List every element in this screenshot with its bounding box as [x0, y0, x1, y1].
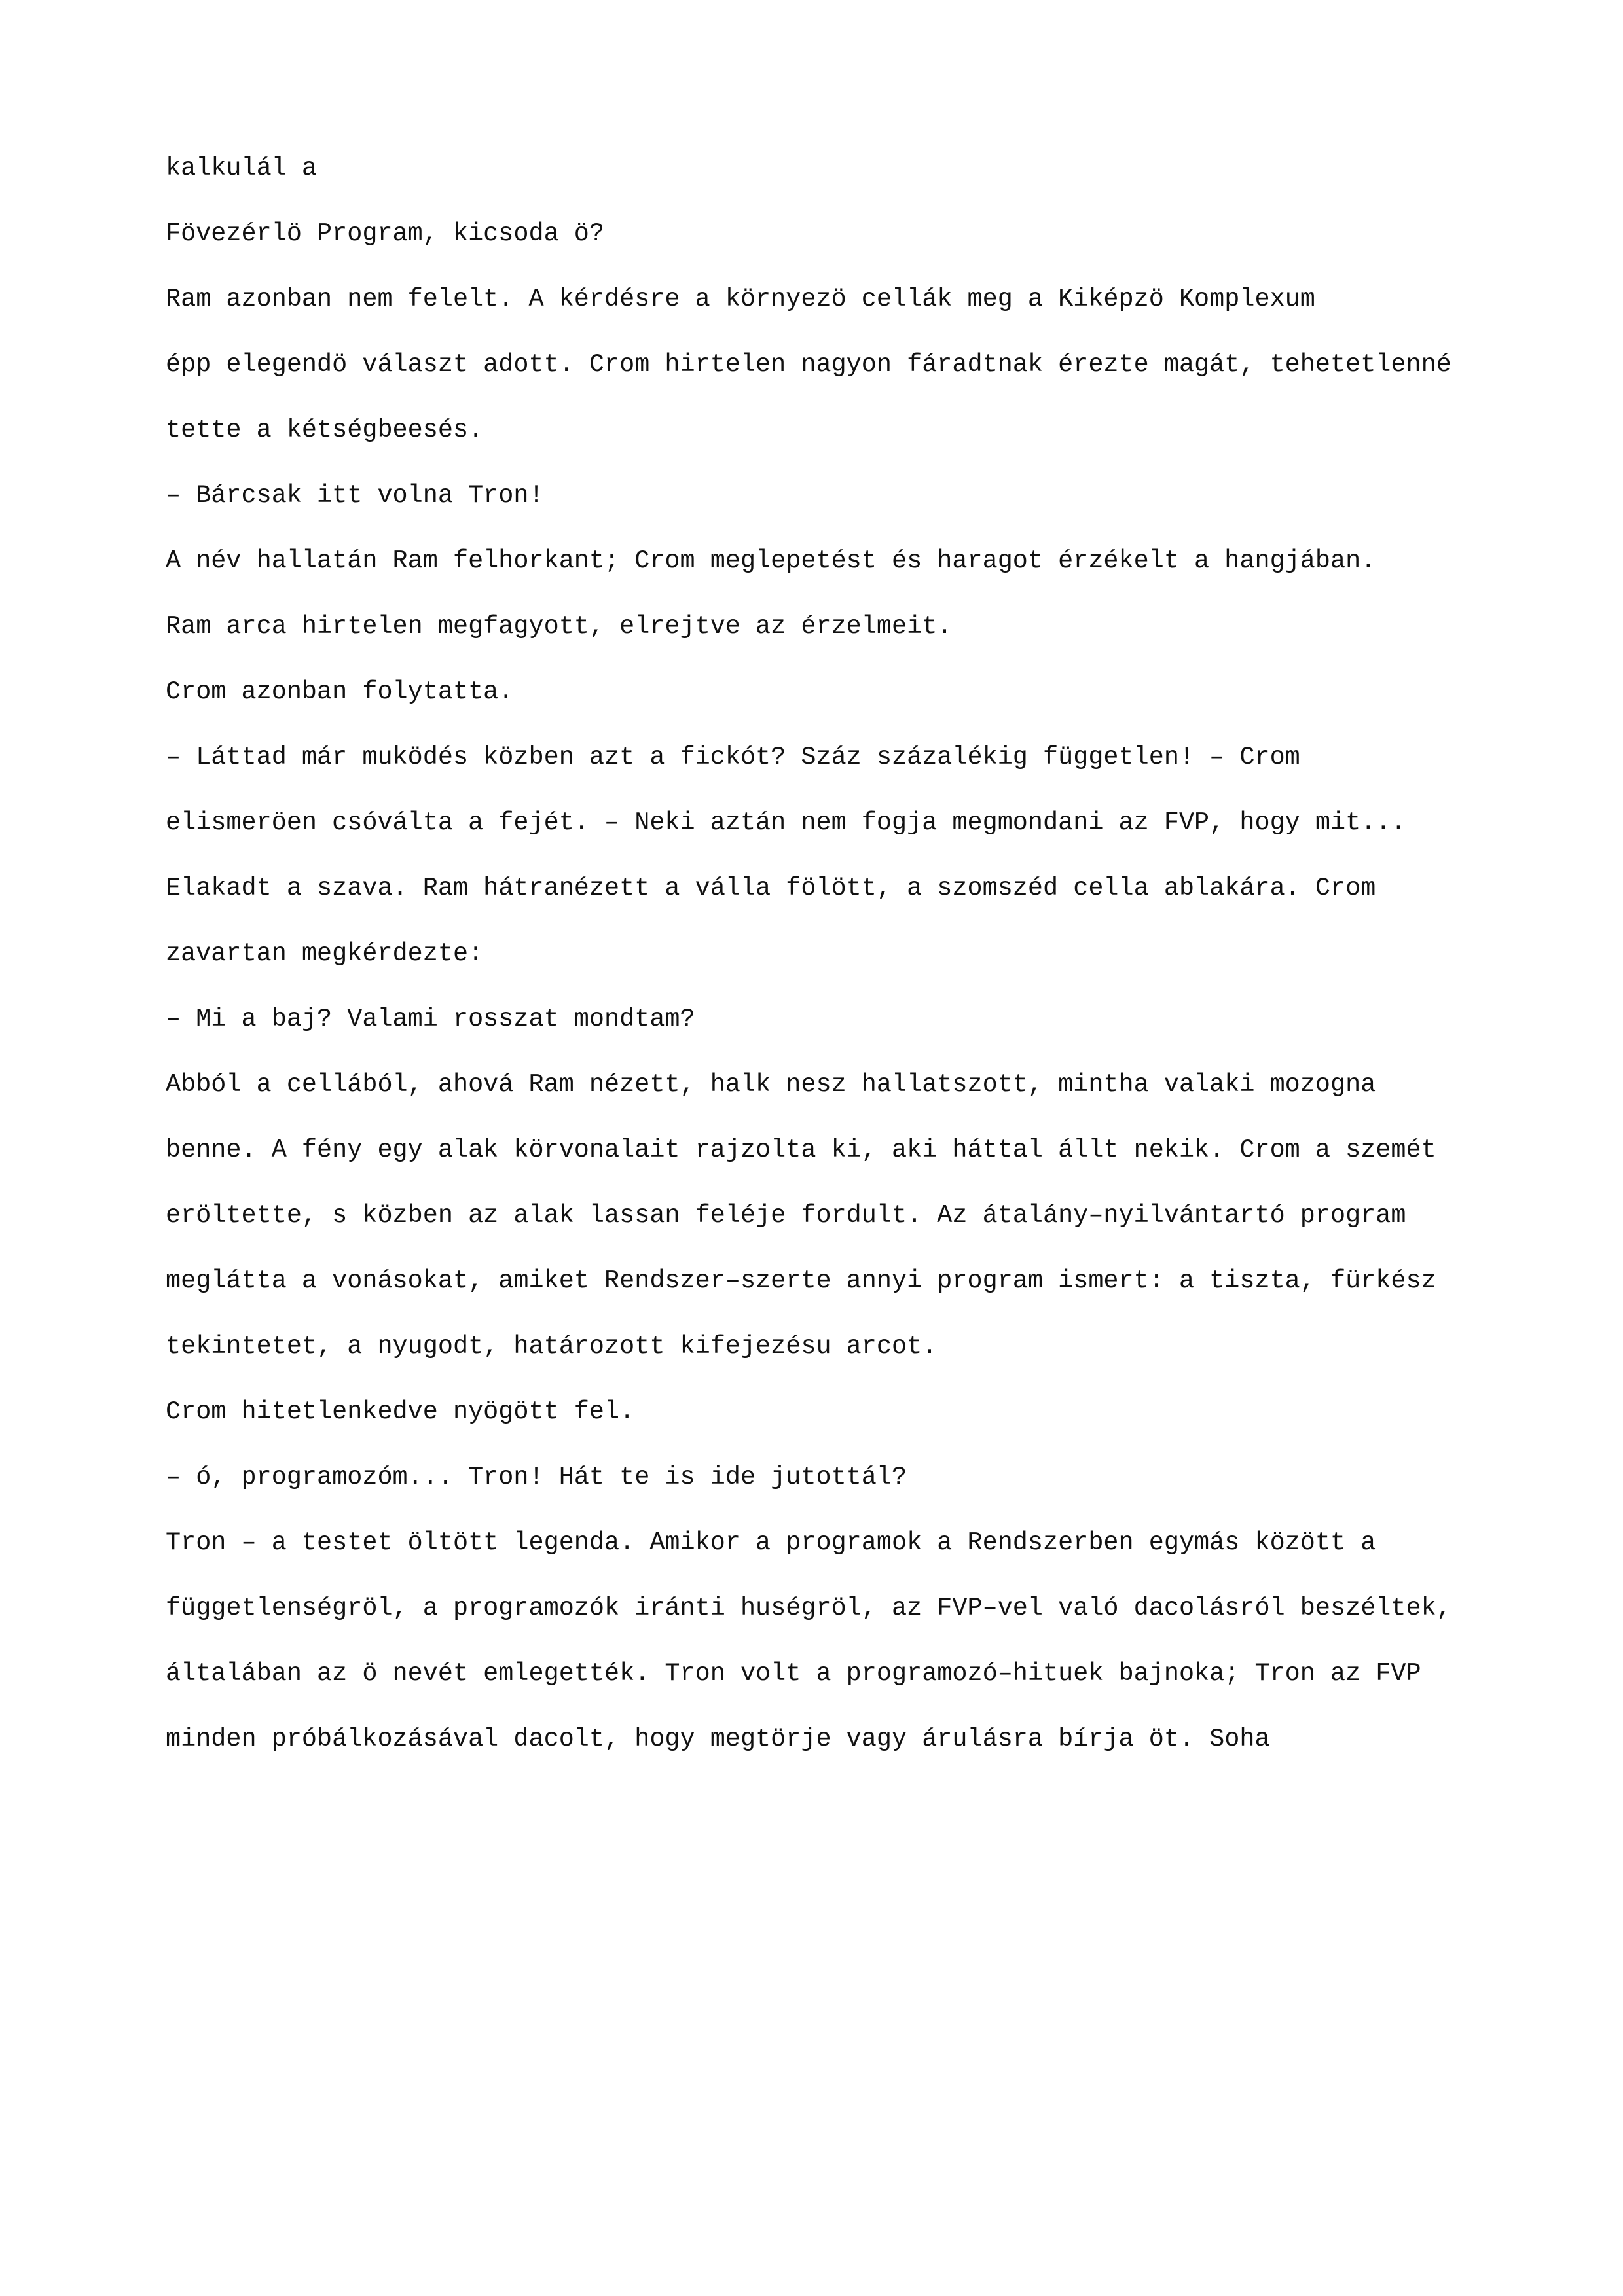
paragraph: A név hallatán Ram felhorkant; Crom meglepetést és haragot érzékelt a hangjában. [166, 547, 1376, 575]
paragraph: – Bárcsak itt volna Tron! [166, 481, 544, 510]
paragraph: – Láttad már muködés közben azt a fickót? Száz százalékig független! – Crom [166, 743, 1300, 772]
paragraph: Fövezérlö Program, kicsoda ö? [166, 219, 605, 248]
paragraph: általában az ö nevét emlegették. Tron volt a programozó–hituek bajnoka; Tron az FVP [166, 1659, 1421, 1688]
paragraph: eröltette, s közben az alak lassan feléje fordult. Az átalány–nyilvántartó program [166, 1201, 1406, 1230]
paragraph: – Mi a baj? Valami rosszat mondtam? [166, 1005, 695, 1033]
paragraph: Crom hitetlenkedve nyögött fel. [166, 1397, 635, 1426]
paragraph: kalkulál a [166, 154, 318, 183]
paragraph: elismeröen csóválta a fejét. – Neki aztán nem fogja megmondani az FVP, hogy mit... [166, 808, 1406, 837]
paragraph: Tron – a testet öltött legenda. Amikor a programok a Rendszerben egymás között a [166, 1528, 1376, 1557]
paragraph: függetlenségröl, a programozók iránti huségröl, az FVP–vel való dacolásról beszéltek, [166, 1594, 1451, 1623]
paragraph: tekintetet, a nyugodt, határozott kifejezésu arcot. [166, 1332, 938, 1361]
paragraph: – ó, programozóm... Tron! Hát te is ide jutottál? [166, 1463, 907, 1492]
paragraph: meglátta a vonásokat, amiket Rendszer–szerte annyi program ismert: a tiszta, fürkész [166, 1266, 1436, 1295]
paragraph: Ram azonban nem felelt. A kérdésre a környezö cellák meg a Kiképzö Komplexum [166, 285, 1315, 314]
paragraph: Ram arca hirtelen megfagyott, elrejtve az érzelmeit. [166, 612, 953, 641]
document-body [166, 152, 1475, 1788]
paragraph: benne. A fény egy alak körvonalait rajzolta ki, aki háttal állt nekik. Crom a szemét [166, 1136, 1436, 1164]
paragraph: Abból a cellából, ahová Ram nézett, halk nesz hallatszott, mintha valaki mozogna [166, 1070, 1376, 1099]
paragraph: Elakadt a szava. Ram hátranézett a válla fölött, a szomszéd cella ablakára. Crom [166, 874, 1376, 903]
paragraph: Crom azonban folytatta. [166, 677, 514, 706]
paragraph: minden próbálkozásával dacolt, hogy megtörje vagy árulásra bírja öt. Soha [166, 1725, 1270, 1753]
paragraph: épp elegendö választ adott. Crom hirtelen nagyon fáradtnak érezte magát, tehetetlenné [166, 350, 1451, 379]
paragraph: tette a kétségbeesés. [166, 416, 484, 444]
paragraph: zavartan megkérdezte: [166, 939, 484, 968]
